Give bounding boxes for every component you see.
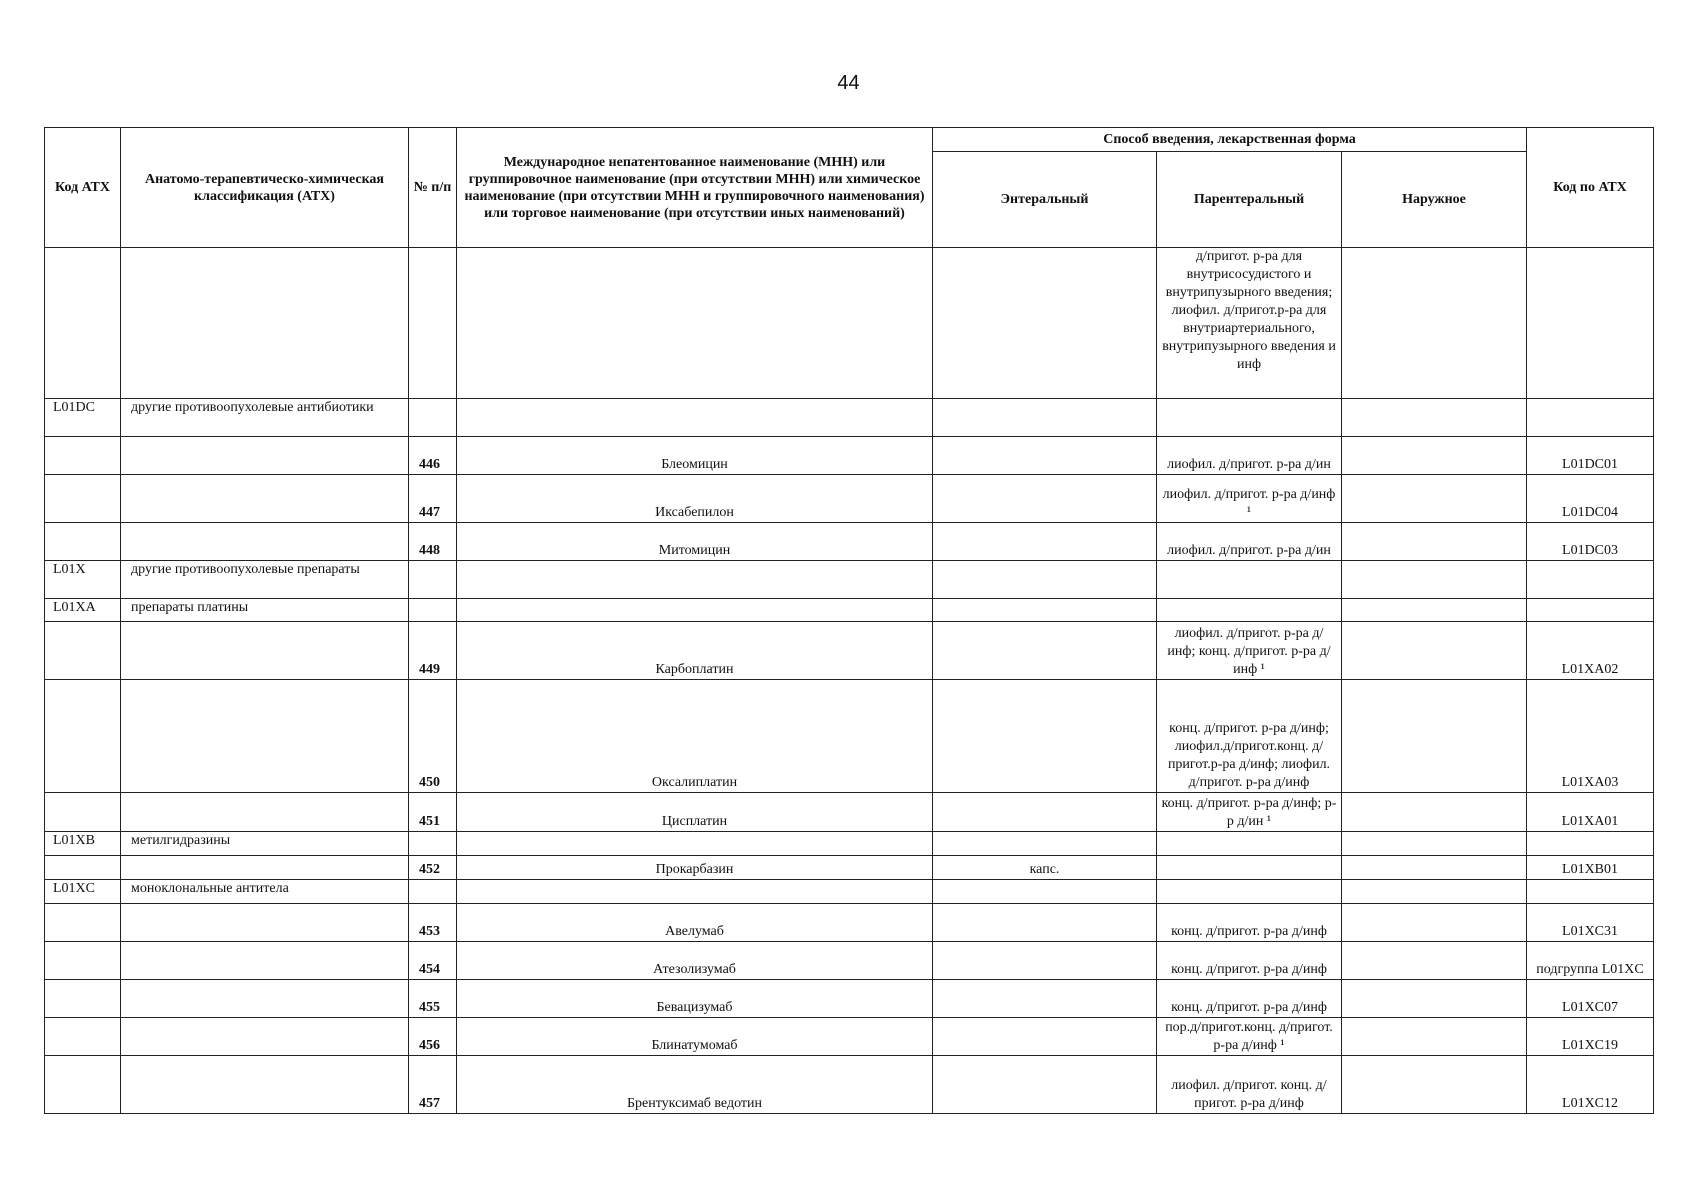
external-form-cell <box>1342 856 1527 880</box>
classification-cell <box>121 523 409 561</box>
table-row <box>45 475 1654 523</box>
parenteral-form-cell: лиофил. д/пригот. конц. д/пригот. р-ра д/инф <box>1157 1056 1342 1114</box>
external-form-cell <box>1342 980 1527 1018</box>
row-number-cell: 451 <box>409 793 457 832</box>
atx-code-cell <box>1527 399 1654 437</box>
atx-code-cell: L01XC07 <box>1527 980 1654 1018</box>
row-number-cell: 453 <box>409 904 457 942</box>
classification-cell <box>121 904 409 942</box>
atc-code-cell: L01DC <box>45 399 121 437</box>
enteral-form-cell <box>933 832 1157 856</box>
atc-code-cell <box>45 622 121 680</box>
header-code: Код АТХ <box>45 128 121 248</box>
drug-name-cell: Оксалиплатин <box>457 680 933 793</box>
header-route-group: Способ введения, лекарственная форма <box>933 128 1527 152</box>
drug-name-cell <box>457 880 933 904</box>
external-form-cell <box>1342 622 1527 680</box>
drug-name-cell: Атезолизумаб <box>457 942 933 980</box>
atx-code-cell: подгруппа L01XC <box>1527 942 1654 980</box>
enteral-form-cell <box>933 599 1157 622</box>
enteral-form-cell <box>933 248 1157 399</box>
classification-cell <box>121 475 409 523</box>
header-parenteral: Парентеральный <box>1157 152 1342 248</box>
atx-code-cell: L01XC19 <box>1527 1018 1654 1056</box>
classification-cell <box>121 1018 409 1056</box>
enteral-form-cell <box>933 523 1157 561</box>
classification-cell <box>121 1056 409 1114</box>
external-form-cell <box>1342 523 1527 561</box>
classification-cell <box>121 942 409 980</box>
drug-name-cell: Бевацизумаб <box>457 980 933 1018</box>
atx-code-cell: L01XB01 <box>1527 856 1654 880</box>
drug-name-cell: Карбоплатин <box>457 622 933 680</box>
atx-code-cell <box>1527 248 1654 399</box>
enteral-form-cell <box>933 904 1157 942</box>
parenteral-form-cell: конц. д/пригот. р-ра д/инф <box>1157 980 1342 1018</box>
table-row <box>45 856 1654 880</box>
drug-name-cell <box>457 399 933 437</box>
row-number-cell: 452 <box>409 856 457 880</box>
parenteral-form-cell: конц. д/пригот. р-ра д/инф; р-р д/ин ¹ <box>1157 793 1342 832</box>
parenteral-form-cell <box>1157 832 1342 856</box>
atx-code-cell: L01XC12 <box>1527 1056 1654 1114</box>
header-external: Наружное <box>1342 152 1527 248</box>
atx-code-cell: L01DC01 <box>1527 437 1654 475</box>
external-form-cell <box>1342 793 1527 832</box>
enteral-form-cell <box>933 475 1157 523</box>
drug-name-cell: Блеомицин <box>457 437 933 475</box>
table-row <box>45 980 1654 1018</box>
enteral-form-cell <box>933 1018 1157 1056</box>
row-number-cell: 448 <box>409 523 457 561</box>
drug-name-cell: Митомицин <box>457 523 933 561</box>
enteral-form-cell <box>933 437 1157 475</box>
external-form-cell <box>1342 1018 1527 1056</box>
external-form-cell <box>1342 942 1527 980</box>
row-number-cell: 455 <box>409 980 457 1018</box>
table-row <box>45 437 1654 475</box>
atx-code-cell <box>1527 561 1654 599</box>
parenteral-form-cell <box>1157 399 1342 437</box>
atc-code-cell: L01XC <box>45 880 121 904</box>
atc-code-cell <box>45 680 121 793</box>
atx-code-cell: L01XA03 <box>1527 680 1654 793</box>
atx-code-cell: L01XA02 <box>1527 622 1654 680</box>
row-number-cell <box>409 248 457 399</box>
external-form-cell <box>1342 680 1527 793</box>
enteral-form-cell <box>933 561 1157 599</box>
group-row <box>45 399 1654 437</box>
drug-name-cell <box>457 599 933 622</box>
external-form-cell <box>1342 1056 1527 1114</box>
header-classification: Анатомо-терапевтическо-химическая классификация (АТХ) <box>121 128 409 248</box>
parenteral-form-cell: лиофил. д/пригот. р-ра д/инф ¹ <box>1157 475 1342 523</box>
row-number-cell <box>409 399 457 437</box>
drug-name-cell <box>457 561 933 599</box>
atx-code-cell: L01XA01 <box>1527 793 1654 832</box>
parenteral-form-cell: конц. д/пригот. р-ра д/инф; лиофил.д/пригот.конц. д/пригот.р-ра д/инф; лиофил. д/пригот. р-ра д/инф <box>1157 680 1342 793</box>
drug-name-cell: Прокарбазин <box>457 856 933 880</box>
classification-cell <box>121 248 409 399</box>
classification-cell <box>121 980 409 1018</box>
atx-code-cell: L01XC31 <box>1527 904 1654 942</box>
classification-cell: другие противоопухолевые препараты <box>121 561 409 599</box>
atc-code-cell <box>45 1056 121 1114</box>
row-number-cell: 449 <box>409 622 457 680</box>
atc-code-cell <box>45 1018 121 1056</box>
group-row <box>45 832 1654 856</box>
row-number-cell: 457 <box>409 1056 457 1114</box>
header-number: № п/п <box>409 128 457 248</box>
external-form-cell <box>1342 904 1527 942</box>
atc-code-cell <box>45 437 121 475</box>
enteral-form-cell: капс. <box>933 856 1157 880</box>
group-row <box>45 880 1654 904</box>
enteral-form-cell <box>933 980 1157 1018</box>
header-enteral: Энтеральный <box>933 152 1157 248</box>
parenteral-form-cell: лиофил. д/пригот. р-ра д/ин <box>1157 437 1342 475</box>
parenteral-form-cell <box>1157 561 1342 599</box>
classification-cell: другие противоопухолевые антибиотики <box>121 399 409 437</box>
parenteral-form-cell: д/пригот. р-ра для внутрисосудистого и внутрипузырного введения; лиофил. д/пригот.р-ра для внутриартериального, внутрипузырного введения и инф <box>1157 248 1342 399</box>
external-form-cell <box>1342 437 1527 475</box>
drug-name-cell: Иксабепилон <box>457 475 933 523</box>
enteral-form-cell <box>933 399 1157 437</box>
atc-code-cell <box>45 980 121 1018</box>
header-atx-code: Код по АТХ <box>1527 128 1654 248</box>
drug-name-cell <box>457 248 933 399</box>
classification-cell: препараты платины <box>121 599 409 622</box>
parenteral-form-cell: лиофил. д/пригот. р-ра д/ин <box>1157 523 1342 561</box>
external-form-cell <box>1342 832 1527 856</box>
atc-code-cell <box>45 942 121 980</box>
table-row <box>45 1018 1654 1056</box>
table-row <box>45 523 1654 561</box>
classification-cell <box>121 622 409 680</box>
group-row <box>45 561 1654 599</box>
atc-code-cell: L01XB <box>45 832 121 856</box>
drug-name-cell: Брентуксимаб ведотин <box>457 1056 933 1114</box>
atc-code-cell <box>45 475 121 523</box>
drug-name-cell: Авелумаб <box>457 904 933 942</box>
drug-table <box>44 127 1654 1114</box>
row-number-cell: 446 <box>409 437 457 475</box>
enteral-form-cell <box>933 880 1157 904</box>
atc-code-cell <box>45 793 121 832</box>
atx-code-cell <box>1527 599 1654 622</box>
table-row <box>45 622 1654 680</box>
parenteral-form-cell: конц. д/пригот. р-ра д/инф <box>1157 904 1342 942</box>
classification-cell: метилгидразины <box>121 832 409 856</box>
row-number-cell <box>409 880 457 904</box>
parenteral-form-cell <box>1157 856 1342 880</box>
row-number-cell: 454 <box>409 942 457 980</box>
group-row <box>45 599 1654 622</box>
atc-code-cell: L01X <box>45 561 121 599</box>
classification-cell <box>121 437 409 475</box>
atc-code-cell <box>45 523 121 561</box>
row-number-cell: 456 <box>409 1018 457 1056</box>
external-form-cell <box>1342 561 1527 599</box>
atc-code-cell <box>45 248 121 399</box>
classification-cell <box>121 793 409 832</box>
row-number-cell: 447 <box>409 475 457 523</box>
enteral-form-cell <box>933 793 1157 832</box>
table-row <box>45 904 1654 942</box>
page-number: 44 <box>837 72 860 94</box>
parenteral-form-cell <box>1157 599 1342 622</box>
external-form-cell <box>1342 399 1527 437</box>
row-number-cell <box>409 561 457 599</box>
drug-name-cell: Цисплатин <box>457 793 933 832</box>
enteral-form-cell <box>933 680 1157 793</box>
parenteral-form-cell: пор.д/пригот.конц. д/пригот. р-ра д/инф ¹ <box>1157 1018 1342 1056</box>
atx-code-cell <box>1527 880 1654 904</box>
parenteral-form-cell: лиофил. д/пригот. р-ра д/инф; конц. д/пригот. р-ра д/инф ¹ <box>1157 622 1342 680</box>
row-number-cell: 450 <box>409 680 457 793</box>
table-row <box>45 1056 1654 1114</box>
atx-code-cell: L01DC03 <box>1527 523 1654 561</box>
drug-name-cell <box>457 832 933 856</box>
table-row <box>45 942 1654 980</box>
classification-cell <box>121 856 409 880</box>
table-row <box>45 793 1654 832</box>
table-body <box>45 248 1654 1114</box>
row-number-cell <box>409 832 457 856</box>
enteral-form-cell <box>933 942 1157 980</box>
header-inn: Международное непатентованное наименование (МНН) или группировочное наименование (при отсутствии МНН) или химическое наименование (при отсутствии МНН и группировочного наименования) или торговое наименование (при отсутствии иных наименований) <box>457 128 933 248</box>
external-form-cell <box>1342 475 1527 523</box>
external-form-cell <box>1342 599 1527 622</box>
atc-code-cell <box>45 904 121 942</box>
external-form-cell <box>1342 880 1527 904</box>
classification-cell: моноклональные антитела <box>121 880 409 904</box>
atx-code-cell <box>1527 832 1654 856</box>
enteral-form-cell <box>933 622 1157 680</box>
atx-code-cell: L01DC04 <box>1527 475 1654 523</box>
parenteral-form-cell <box>1157 880 1342 904</box>
table-row <box>45 680 1654 793</box>
external-form-cell <box>1342 248 1527 399</box>
classification-cell <box>121 680 409 793</box>
atc-code-cell <box>45 856 121 880</box>
table-row <box>45 248 1654 399</box>
row-number-cell <box>409 599 457 622</box>
atc-code-cell: L01XA <box>45 599 121 622</box>
parenteral-form-cell: конц. д/пригот. р-ра д/инф <box>1157 942 1342 980</box>
drug-name-cell: Блинатумомаб <box>457 1018 933 1056</box>
enteral-form-cell <box>933 1056 1157 1114</box>
